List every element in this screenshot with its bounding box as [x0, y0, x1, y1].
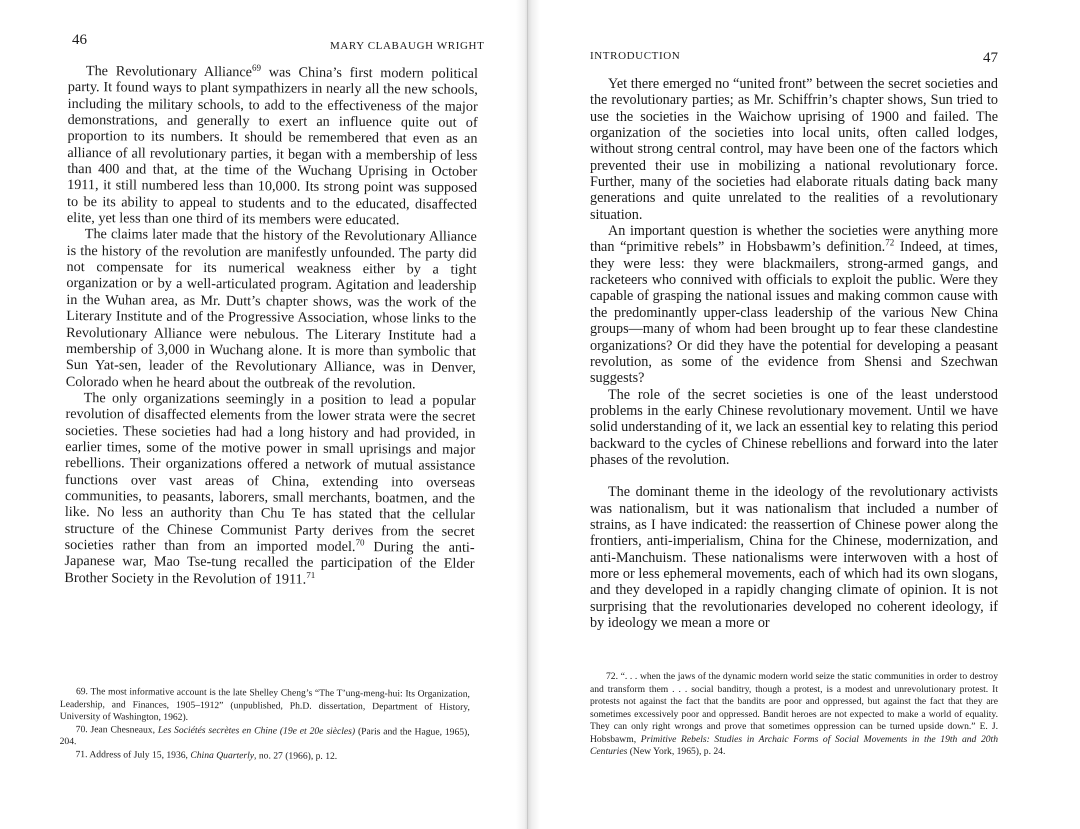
- text-run: (Paris and the Hague, 1965), 204.: [59, 725, 470, 748]
- footnote-ref: 72: [885, 237, 895, 248]
- text-run: The Revolutionary Alliance: [85, 63, 253, 81]
- footnote-ref: 70: [355, 537, 365, 548]
- italic-title: Les Sociétés secrètes en Chine (19e et 20e siècles): [157, 724, 356, 737]
- right-footnotes: [590, 671, 998, 759]
- text-run: (New York, 1965), p. 24.: [627, 746, 726, 757]
- right-page: [530, 0, 1080, 829]
- left-page-number: 46: [72, 32, 87, 48]
- paragraph: [590, 387, 998, 469]
- left-page: [0, 0, 528, 829]
- text-run: The role of the secret societies is one of the least understood problems in the early Chinese revolutionary movement. Until we have solid understanding of it, we lack an essential key to relating this period backward to the cycles of Chinese rebellions and forward into the later phases of the revolution.: [590, 386, 998, 468]
- text-run: 70. Jean Chesneaux,: [75, 723, 158, 736]
- paragraph: [590, 76, 998, 223]
- footnote: [60, 723, 470, 751]
- paragraph: [67, 63, 478, 229]
- text-run: , no. 27 (1966), p. 12.: [254, 749, 338, 762]
- footnote-ref: 69: [251, 62, 262, 73]
- paragraph: [590, 484, 998, 631]
- right-page-number: 47: [983, 50, 998, 66]
- text-run: was China’s first modern political party. It found ways to plant sympathizers in nearly all the new schools, including the military schools, to add to the effectiveness of the major demonstrations, and generally to exert an influence quite out of proportion to its numbers. It should be remembered that even as an alliance of all revolutionary parties, it began with a membership of less than 400 and that, at the time of the Wuchang Uprising in October 1911, it still numbered less than 10,000. Its strong point was supposed to be its ability to appeal to students and to the educated, disaffected elite, yet less than one third of its members were educated.: [66, 64, 478, 229]
- paragraph: [590, 223, 998, 386]
- paragraph: [64, 390, 475, 589]
- italic-title: Primitive Rebels: Studies in Archaic Forms of Social Movements in the 19th and 20th Centuries: [590, 733, 999, 757]
- text-run: Indeed, at times, they were less: they were blackmailers, strong-armed gangs, and racketeers who connived with officials to exploit the public. Were they capable of grasping the national issues and making common cause with the predominantly upper-class leadership of the various New China groups—many of whom had been brought up to fear these clandestine organizations? Or did they have the potential for developing a peasant revolution, as some of the evidence from Shensi and Szechwan suggests?: [590, 239, 998, 387]
- left-body-text: [64, 63, 478, 589]
- text-run: The only organizations seemingly in a position to lead a popular revolution of disaffected elements from the lower strata were the secret societies. These societies had had a long history and had provided, in earlier times, some of the motive power in small uprisings and major rebellions. Their organizations offered a network of mutual assistance functions over vast areas of China, extending into overseas communities, to peasants, laborers, small merchants, boatmen, and the like. No less an authority than Chu Te has stated that the cellular structure of the Chinese Communist Party derives from the secret societies rather than from an imported model.: [64, 389, 476, 555]
- footnote-ref: 71: [306, 569, 316, 580]
- italic-title: China Quarterly: [190, 749, 255, 761]
- left-footnotes: [59, 686, 470, 764]
- text-run: During the anti-Japanese war, Mao Tse-tung recalled the participation of the Elder Brother Society in the Revolution of 1911.: [64, 539, 475, 588]
- paragraph: [66, 226, 477, 392]
- section-break: [590, 468, 998, 484]
- text-run: 71. Address of July 15, 1936,: [75, 748, 191, 761]
- text-run: The claims later made that the history of the Revolutionary Alliance is the history of the revolution are manifestly unfounded. The party did not compensate for its numerical weakness either by a tight organization or by a well-articulated program. Agitation and leadership in the Wuhan area, as Mr. Dutt’s chapter shows, was the work of the Literary Institute and of the Progressive Association, whose links to the Revolutionary Alliance were nebulous. The Literary Institute had a membership of 3,000 in Wuchang alone. It is more than symbolic that Sun Yat-sen, leader of the Revolutionary Alliance, was in Denver, Colorado when he heard about the outbreak of the revolution.: [65, 226, 477, 392]
- text-run: An important question is whether the societies were anything more than “primitive rebels” in Hobsbawm’s definition.: [590, 223, 998, 256]
- footnote: [59, 748, 469, 763]
- right-body-text: [590, 76, 998, 631]
- text-run: Yet there emerged no “united front” between the secret societies and the revolutionary parties; as Mr. Schiffrin’s chapter shows, Sun tried to use the societies in the Waichow uprising of 1900 and failed. The organization of the societies into local units, often called lodges, without strong central control, may have been one of the factors which prevented their use in mobilizing a national revolutionary force. Further, many of the societies had elaborate rituals dating back many generations and quite unrelated to the realities of a revolutionary situation.: [590, 76, 998, 223]
- left-running-head: MARY CLABAUGH WRIGHT: [330, 40, 485, 52]
- footnote: [590, 671, 998, 759]
- footnote: [60, 686, 470, 726]
- text-run: The dominant theme in the ideology of the revolutionary activists was nationalism, but it was nationalism that included a number of strains, as I have indicated: the reassertion of Chinese power along the frontiers, anti-imperialism, China for the Chinese, modernization, and anti-Manchuism. These nationalisms were interwoven with a host of more or less ephemeral movements, each of which had its own slogans, and they developed in a rapidly changing climate of opinion. It is not surprising that the revolutionaries developed no coherent ideology, if by ideology we mean a more or: [590, 484, 998, 631]
- right-running-head: INTRODUCTION: [590, 50, 681, 62]
- text-run: 72. “. . . when the jaws of the dynamic modern world seize the static communities in order to destroy and transform them . . . social banditry, though a protest, is a modest and unrevolutionary protest. It protests not against the fact that the bandits are poor and oppressed, but against the fact that they are sometimes excessively poor and oppressed. Bandit heroes are not expected to make a world of equality. They can only right wrongs and prove that sometimes oppression can be turned upside down.” E. J. Hobsbawm,: [590, 671, 998, 745]
- text-run: 69. The most informative account is the late Shelley Cheng’s “The T’ung-meng-hui: Its Organization, Leadership, and Finances, 1905–1912” (unpublished, Ph.D. dissertation, Department of History, University of Washington, 1962).: [59, 686, 470, 723]
